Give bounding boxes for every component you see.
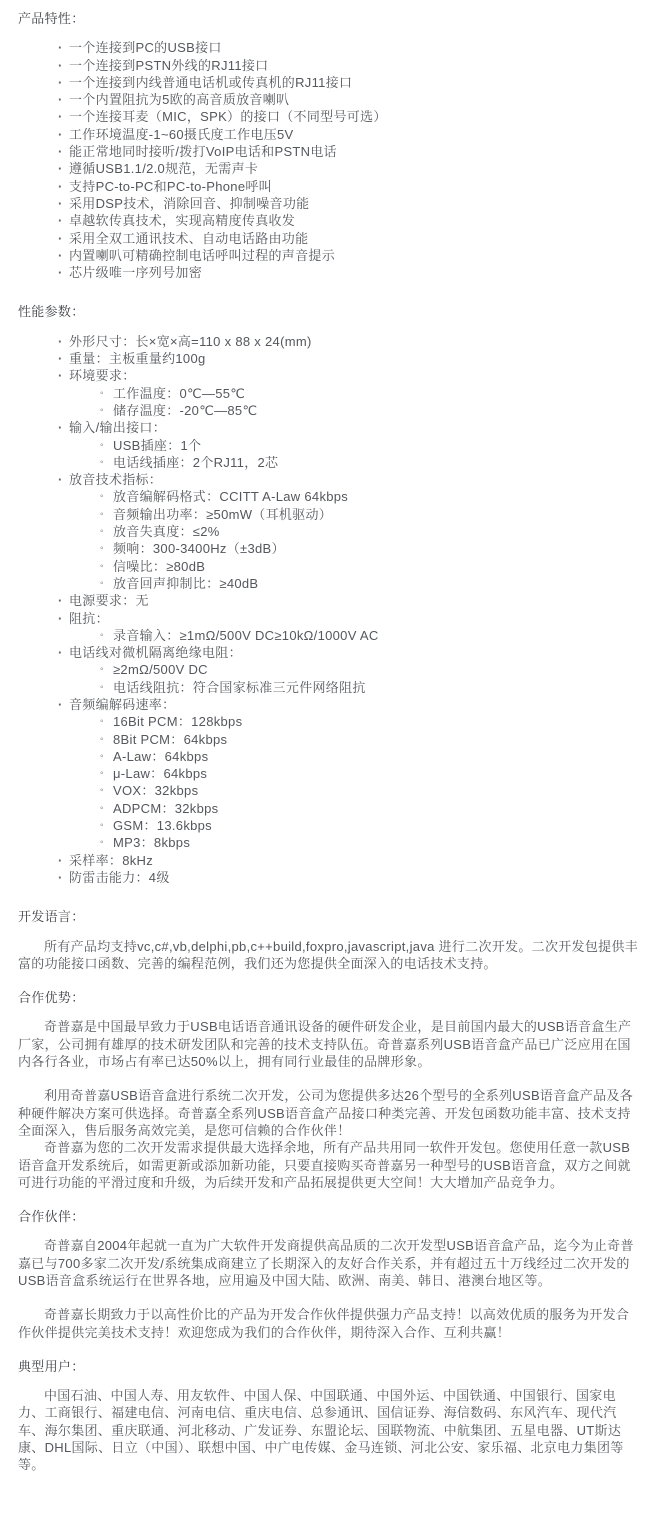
development-paragraph: 所有产品均支持vc,c#,vb,delphi,pb,c++build,foxpro,javascript,java 进行二次开发。二次开发包提供丰富的功能接口函数、完善的编程范例，我们还为您提供全面深入的电话技术支持。 (18, 938, 639, 971)
feature-item: · 工作环境温度-1~60摄氏度工作电压5V (58, 126, 641, 143)
feature-item: · 一个内置阻抗为5欧的高音质放音喇叭 (58, 91, 641, 108)
spec-item (58, 696, 641, 852)
spec-sublist (69, 437, 641, 472)
spec-subitem: ◦ 放音编解码格式：CCITT A-Law 64kbps (100, 488, 641, 505)
advantages-paragraph: 奇普嘉为您的二次开发需求提供最大选择余地，所有产品共用同一软件开发包。您使用任意一款USB语音盒开发系统后，如需更新或添加新功能，只要直接购买奇普嘉另一种型号的USB语音盒，双方之间就可进行功能的平滑过度和升级，为后续开发和产品拓展提供更大空间！大大增加产品竞争力。 (18, 1140, 631, 1190)
feature-item: · 芯片级唯一序列号加密 (58, 264, 641, 281)
spec-item-label: 防雷击能力：4级 (69, 869, 170, 885)
customers-paragraph: 中国石油、中国人寿、用友软件、中国人保、中国联通、中国外运、中国铁通、中国银行、国家电力、工商银行、福建电信、河南电信、重庆电信、总参通讯、国信证券、海信数码、东风汽车、现代汽车、海尔集团、重庆联通、河北移动、广发证券、东盟论坛、国联物流、中航集团、五星电器、UT斯达康、DHL国际、日立（中国）、联想中国、中广电传媒、金马连锁、河北公安、家乐福、北京电力集团等等。 (18, 1388, 624, 1473)
spec-sublist (69, 661, 641, 696)
feature-item: · 一个连接到PSTN外线的RJ11接口 (58, 57, 641, 74)
section-heading-product-features: 产品特性： (18, 11, 85, 26)
advantages-paragraph: 利用奇普嘉USB语音盒进行系统二次开发，公司为您提供多达26个型号的全系列USB语音盒产品及各种硬件解决方案可供选择。奇普嘉全系列USB语音盒产品接口种类完善、开发包函数功能丰富、技术支持全面深入，售后服务高效完美，是您可信赖的合作伙伴！ (18, 1088, 634, 1138)
spec-item (58, 610, 641, 645)
spec-subitem: ◦ 储存温度：-20℃—85℃ (100, 402, 641, 419)
spec-subitem: ◦ 音频输出功率：≥50mW（耳机驱动） (100, 506, 641, 523)
section-heading-typical-customers: 典型用户： (18, 1358, 85, 1374)
spec-sublist (69, 713, 641, 851)
spec-item-label: 采样率：8kHz (69, 852, 154, 868)
spec-item-label: 重量：主板重量约100g (69, 351, 206, 367)
feature-item: · 采用全双工通讯技术、自动电话路由功能 (58, 230, 641, 247)
spec-item-label: 环境要求： (69, 368, 136, 384)
spec-item (58, 592, 641, 609)
performance-list (18, 333, 641, 887)
spec-subitem: ◦ A-Law：64kbps (100, 748, 641, 765)
spec-item (58, 869, 641, 886)
feature-item: · 支持PC-to-PC和PC-to-Phone呼叫 (58, 178, 641, 195)
spec-item-label: 放音技术指标： (69, 472, 163, 488)
spec-subitem: ◦ 电话线阻抗：符合国家标准三元件网络阻抗 (100, 679, 641, 696)
spec-subitem: ◦ VOX：32kbps (100, 782, 641, 799)
spec-item (58, 367, 641, 419)
partners-paragraph: 奇普嘉自2004年起就一直为广大软件开发商提供高品质的二次开发型USB语音盒产品，迄今为止奇普嘉已与700多家二次开发/系统集成商建立了长期深入的友好合作关系，并有超过五十万线经过二次开发的USB语音盒系统运行在世界各地，应用遍及中国大陆、欧洲、南美、韩日、港澳台地区等。 (18, 1238, 634, 1288)
spec-subitem: ◦ USB插座：1个 (100, 437, 641, 454)
spec-subitem: ◦ 录音输入：≥1mΩ/500V DC≥10kΩ/1000V AC (100, 627, 641, 644)
spec-item (58, 471, 641, 592)
feature-item: · 卓越软传真技术，实现高精度传真收发 (58, 212, 641, 229)
spec-item (58, 333, 641, 350)
spec-subitem: ◦ 频响：300-3400Hz（±3dB） (100, 540, 641, 557)
spec-item-label: 电话线对微机隔离绝缘电阻： (69, 645, 242, 661)
spec-subitem: ◦ 8Bit PCM：64kbps (100, 731, 641, 748)
spec-subitem: ◦ MP3：8kbps (100, 834, 641, 851)
partners-paragraph: 奇普嘉长期致力于以高性价比的产品为开发合作伙伴提供强力产品支持！以高效优质的服务为开发合作伙伴提供完美技术支持！欢迎您成为我们的合作伙伴，期待深入合作、互利共赢！ (18, 1307, 630, 1340)
spec-item (58, 419, 641, 471)
feature-item: · 内置喇叭可精确控制电话呼叫过程的声音提示 (58, 247, 641, 264)
spec-subitem: ◦ ADPCM：32kbps (100, 800, 641, 817)
spec-sublist (69, 488, 641, 592)
spec-subitem: ◦ 信噪比：≥80dB (100, 558, 641, 575)
spec-subitem: ◦ 电话线插座：2个RJ11，2芯 (100, 454, 641, 471)
advantages-paragraph: 奇普嘉是中国最早致力于USB电话语音通讯设备的硬件研发企业，是目前国内最大的USB语音盒生产厂家，公司拥有雄厚的技术研发团队和完善的技术支持队伍。奇普嘉系列USB语音盒产品已广泛应用在国内各行各业，市场占有率已达50%以上，拥有同行业最佳的品牌形象。 (18, 1019, 632, 1070)
spec-subitem: ◦ 放音回声抑制比：≥40dB (100, 575, 641, 592)
section-heading-performance: 性能参数： (18, 304, 85, 320)
feature-item: · 一个连接到内线普通电话机或传真机的RJ11接口 (58, 74, 641, 91)
feature-item: · 能正常地同时接听/拨打VoIP电话和PSTN电话 (58, 143, 641, 160)
spec-item (58, 644, 641, 696)
product-features-list (18, 39, 641, 281)
spec-item-label: 阻抗： (69, 610, 109, 626)
spec-subitem: ◦ 放音失真度：≤2% (100, 523, 641, 540)
spec-subitem: ◦ ≥2mΩ/500V DC (100, 661, 641, 678)
feature-item: · 一个连接耳麦（MIC，SPK）的接口（不同型号可选） (58, 108, 641, 125)
spec-subitem: ◦ 工作温度：0℃—55℃ (100, 385, 641, 402)
spec-sublist (69, 385, 641, 420)
section-heading-cooperation-advantages: 合作优势： (18, 990, 85, 1006)
spec-subitem: ◦ GSM：13.6kbps (100, 817, 641, 834)
feature-item: · 遵循USB1.1/2.0规范，无需声卡 (58, 160, 641, 177)
spec-subitem: ◦ 16Bit PCM：128kbps (100, 713, 641, 730)
feature-item: · 采用DSP技术，消除回音、抑制噪音功能 (58, 195, 641, 212)
section-heading-development-languages: 开发语言： (18, 909, 85, 925)
section-heading-cooperation-partners: 合作伙伴： (18, 1209, 85, 1225)
feature-item: · 一个连接到PC的USB接口 (58, 39, 641, 56)
spec-subitem: ◦ μ-Law：64kbps (100, 765, 641, 782)
spec-item-label: 输入/输出接口： (69, 420, 167, 436)
spec-item-label: 外形尺寸：长×宽×高=110 x 88 x 24(mm) (69, 333, 312, 349)
spec-item-label: 电源要求：无 (69, 593, 149, 609)
spec-item-label: 音频编解码速率： (69, 696, 176, 712)
spec-item (58, 350, 641, 367)
spec-sublist (69, 627, 641, 644)
spec-item (58, 852, 641, 869)
